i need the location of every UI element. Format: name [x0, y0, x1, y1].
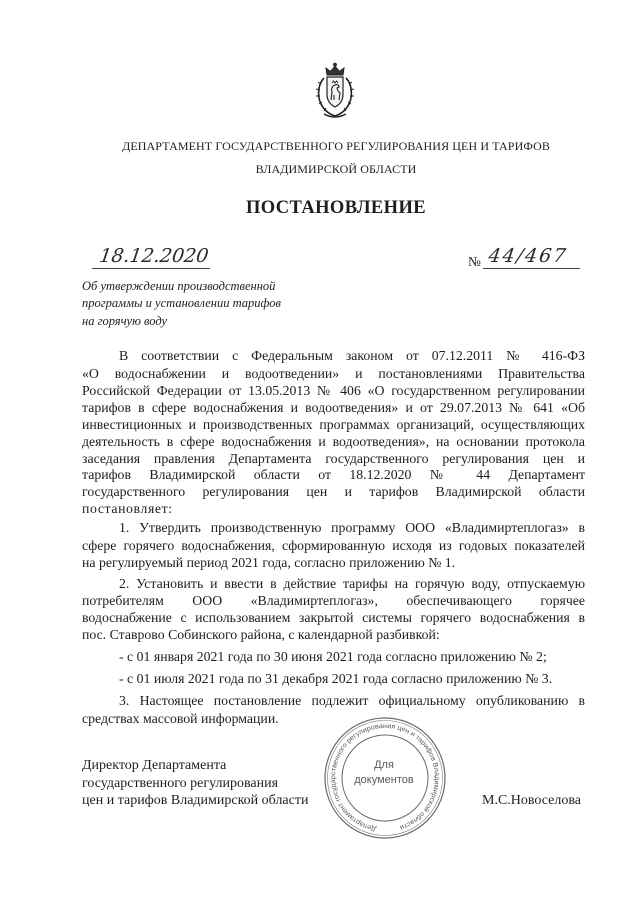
organization-name-line-1: ДЕПАРТАМЕНТ ГОСУДАРСТВЕННОГО РЕГУЛИРОВАНИЯ ЦЕН И ТАРИФОВ [122, 139, 550, 153]
preamble-line: «О водоснабжении и водоотведении» и постановлениями Правительства [82, 366, 585, 381]
preamble-line: инвестиционных и производственных программах организаций, осуществляющих [82, 417, 585, 432]
item-1-line: 1. Утвердить производственную программу ООО «Владимиртеплогаз» в [119, 520, 585, 535]
document-date: 18.12.2020 [98, 245, 210, 267]
date-underline [92, 268, 210, 269]
item-1-line: сфере горячего водоснабжения, сформированную исходя из годовых показателей [82, 538, 585, 553]
period-line: - с 01 января 2021 года по 30 июня 2021 года согласно приложению № 2; [119, 649, 547, 664]
preamble-line: заседания правления Департамента государственного регулирования цен и [82, 451, 585, 466]
preamble-line: постановляет: [82, 501, 173, 516]
preamble-line: тарифов Владимирской области от 18.12.2020 № 44 Департамент [82, 467, 585, 482]
signatory-position-line: цен и тарифов Владимирской области [82, 793, 309, 808]
stamp-ring-text: Департамент государственного регулирования цен и тарифов Владимирской области [329, 722, 441, 833]
stamp-center-line: Для [374, 759, 394, 771]
subject-line: Об утверждении производственной [82, 279, 276, 293]
signatory-name: М.С.Новоселова [482, 793, 581, 808]
preamble-line: Российской Федерации от 13.05.2013 № 406 «О государственном регулировании [82, 383, 585, 398]
number-underline [483, 268, 580, 269]
signatory-position-line: Директор Департамента [82, 758, 227, 773]
coat-of-arms-icon [312, 62, 358, 122]
preamble-line: В соответствии с Федеральным законом от 07.12.2011 № 416-ФЗ [119, 348, 585, 363]
stamp-center-line: документов [354, 774, 414, 786]
item-3-line: 3. Настоящее постановление подлежит официальному опубликованию в [119, 693, 585, 708]
preamble-line: деятельность в сфере водоснабжения и водоотведения», на основании протокола [82, 434, 585, 449]
item-1-line: на регулируемый период 2021 года, согласно приложению № 1. [82, 555, 456, 570]
organization-name-line-2: ВЛАДИМИРСКОЙ ОБЛАСТИ [255, 162, 417, 176]
item-3-line: средствах массовой информации. [82, 711, 279, 726]
item-2-line: пос. Ставрово Собинского района, с календарной разбивкой: [82, 627, 440, 642]
preamble-line: государственного регулирования цен и тарифов Владимирской области [82, 484, 585, 499]
number-sign: № [468, 254, 481, 269]
document-type-title: ПОСТАНОВЛЕНИЕ [245, 198, 426, 218]
item-2-line: 2. Установить и ввести в действие тарифы на горячую воду, отпускаемую [119, 576, 585, 591]
official-stamp [323, 716, 447, 840]
subject-line: программы и установлении тарифов [82, 296, 281, 310]
preamble-line: тарифов в сфере водоснабжения и водоотведения» и от 29.07.2013 № 641 «Об [82, 400, 585, 415]
signatory-position-line: государственного регулирования [82, 776, 279, 791]
period-line: - с 01 июля 2021 года по 31 декабря 2021 года согласно приложению № 3. [119, 671, 553, 686]
document-number: 44/467 [487, 245, 569, 267]
item-2-line: водоснабжение с использованием закрытой системы горячего водоснабжения в [82, 610, 585, 625]
subject-line: на горячую воду [82, 314, 168, 328]
item-2-line: потребителям ООО «Владимиртеплогаз», обеспечивающего горячее [82, 593, 585, 608]
